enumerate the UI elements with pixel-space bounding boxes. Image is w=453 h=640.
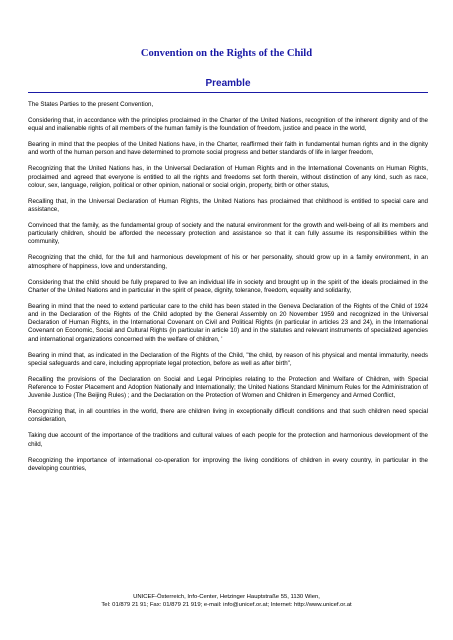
paragraph: Bearing in mind that, as indicated in the Declaration of the Rights of the Child, "the child, by reason of his physical and mental immaturity, needs special safeguards and care, including appropriate legal protection, before as well as after birth", xyxy=(28,351,428,367)
section-title: Preamble xyxy=(205,78,251,89)
page-footer xyxy=(0,593,453,609)
document-title: Convention on the Rights of the Child xyxy=(140,48,313,59)
paragraph: Taking due account of the importance of the traditions and cultural values of each people for the protection and harmonious development of the child, xyxy=(28,432,428,448)
paragraph: Convinced that the family, as the fundamental group of society and the natural environment for the growth and well-being of all its members and particularly children, should be afforded the necessary protection and assistance so that it can fully assume its responsibilities within the community, xyxy=(28,222,428,246)
footer-address: UNICEF-Österreich, Info-Center, Hetzinger Hauptstraße 55, 1130 Wien, xyxy=(133,594,320,600)
section-divider xyxy=(28,92,428,93)
paragraph: Recalling the provisions of the Declaration on Social and Legal Principles relating to the Protection and Welfare of Children, with Special Reference to Foster Placement and Adoption Nationally and Internationally; the United Nations Standard Minimum Rules for the Administration of Juvenile Justice (The Beijing Rules) ; and the Declaration on the Protection of Women and Children in Emergency and Armed Conflict, xyxy=(28,375,428,400)
paragraph: Bearing in mind that the peoples of the United Nations have, in the Charter, reaffirmed their faith in fundamental human rights and in the dignity and worth of the human person and have determined to promote social progress and better standards of life in larger freedom, xyxy=(28,141,428,157)
section-header xyxy=(28,78,428,93)
preamble-body xyxy=(28,101,428,481)
footer-contact: Tel: 01/879 21 91; Fax: 01/879 21 919; e-mail: info@unicef.or.at; Internet: http://www.unicef.or.at xyxy=(101,602,352,608)
paragraph: Recognizing that the child, for the full and harmonious development of his or her personality, should grow up in a family environment, in an atmosphere of happiness, love and understanding, xyxy=(28,254,428,270)
paragraph: Considering that the child should be fully prepared to live an individual life in society and brought up in the spirit of the ideals proclaimed in the Charter of the United Nations and in particular in the spirit of peace, dignity, tolerance, freedom, equality and solidarity, xyxy=(28,278,428,294)
paragraph: Recognizing the importance of international co-operation for improving the living conditions of children in every country, in particular in the developing countries, xyxy=(28,456,428,472)
paragraph: Recalling that, in the Universal Declaration of Human Rights, the United Nations has proclaimed that childhood is entitled to special care and assistance, xyxy=(28,197,428,214)
paragraph: The States Parties to the present Convention, xyxy=(28,101,154,108)
paragraph: Recognizing that the United Nations has, in the Universal Declaration of Human Rights and in the International Covenants on Human Rights, proclaimed and agreed that everyone is entitled to all the rights and freedoms set forth therein, without distinction of any kind, such as race, colour, sex, language, religion, political or other opinion, national or social origin, property, birth or other status, xyxy=(28,165,428,189)
paragraph: Bearing in mind that the need to extend particular care to the child has been stated in the Geneva Declaration of the Rights of the Child of 1924 and in the Declaration of the Rights of the Child adopted by the General Assembly on 20 November 1959 and recognized in the Universal Declaration of Human Rights, in the International Covenant on Civil and Political Rights (in particular in articles 23 and 24), in the International Covenant on Economic, Social and Cultural Rights (in particular in article 10) and in the statutes and relevant instruments of specialized agencies and international organizations concerned with the welfare of children, ' xyxy=(28,302,428,343)
paragraph: Considering that, in accordance with the principles proclaimed in the Charter of the United Nations, recognition of the inherent dignity and of the equal and inalienable rights of all members of the human family is the foundation of freedom, justice and peace in the world, xyxy=(28,117,428,133)
paragraph: Recognizing that, in all countries in the world, there are children living in exceptionally difficult conditions and that such children need special consideration, xyxy=(28,408,428,424)
